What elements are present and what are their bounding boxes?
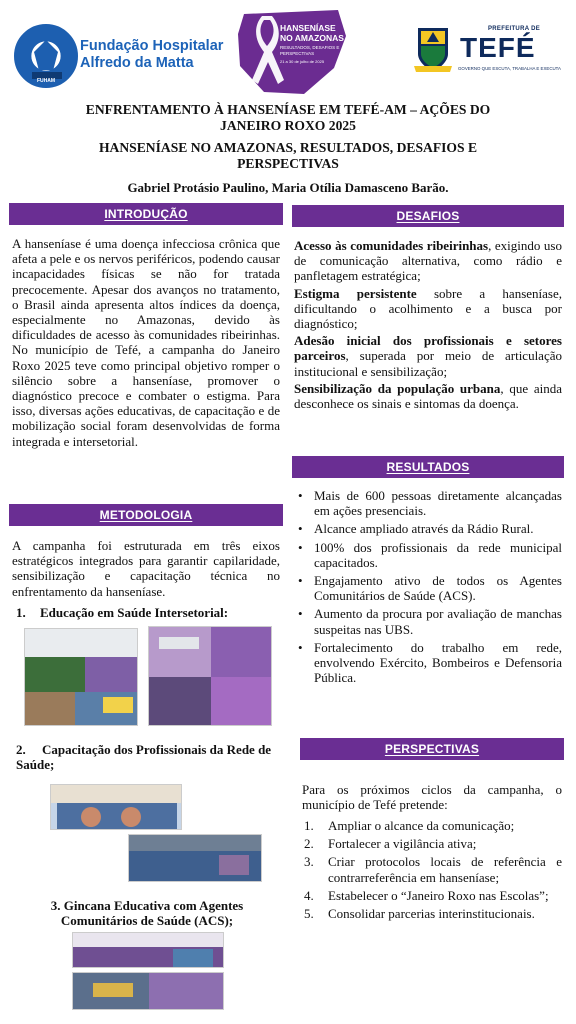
perspectivas-item-5 — [302, 906, 562, 921]
fhadm-emblem-logo — [14, 24, 78, 88]
metodologia-heading-label: METODOLOGIA — [99, 508, 193, 522]
metodologia-item-1-num: 1. — [16, 605, 26, 620]
metodologia-item-1 — [16, 605, 280, 620]
introducao-heading-label: INTRODUÇÃO — [104, 207, 188, 221]
perspectivas-item-3-num: 3. — [304, 854, 314, 870]
fhadm-name-line-1: Fundação Hospitalar — [80, 38, 224, 54]
desafios-item-1-rest: , exigindo uso de comunicação alternativa, como rádio e panfletagem estratégica; — [294, 238, 562, 284]
ribbon-logo-subtitle: RESULTADOS, DESAFIOS E PERSPECTIVAS — [280, 45, 340, 56]
perspectivas-item-5-text: Consolidar parcerias interinstitucionais. — [328, 906, 535, 922]
tefe-logo-motto: GOVERNO QUE ESCUTA, TRABALHA E EXECUTA — [458, 66, 561, 71]
desafios-item-3-bold: Adesão inicial dos profissionais e setores parceiros — [294, 333, 562, 364]
perspectivas-item-2 — [302, 836, 562, 851]
perspectivas-item-2-num: 2. — [304, 836, 314, 852]
perspectivas-item-4-num: 4. — [304, 887, 314, 903]
ribbon-logo-date: 21 a 30 de julho de 2025 — [280, 59, 325, 64]
photo-educacao-2 — [148, 626, 272, 726]
desafios-item-2-bold: Estigma persistente — [294, 285, 417, 301]
metodologia-item-2-num: 2. — [16, 742, 26, 757]
prefeitura-tefe-logo — [412, 22, 562, 82]
perspectivas-item-2-text: Fortalecer a vigilância ativa; — [328, 836, 477, 852]
desafios-list — [294, 238, 562, 411]
desafios-item-4 — [294, 381, 562, 411]
metodologia-item-2-label: Capacitação dos Profissionais da Rede de Saúde; — [16, 742, 272, 772]
perspectivas-intro: Para os próximos ciclos da campanha, o município de Tefé pretende: — [302, 782, 562, 813]
desafios-item-4-bold: Sensibilização da população urbana — [294, 380, 501, 396]
resultados-item-4: • Engajamento ativo de todos os Agentes Comunitários de Saúde (ACS). — [292, 573, 562, 603]
fhadm-name — [80, 38, 223, 72]
metodologia-item-2 — [16, 742, 278, 772]
resultados-item-5: • Aumento da procura por avaliação de manchas suspeitas nas UBS. — [292, 606, 562, 636]
metodologia-text: A campanha foi estruturada em três eixos estratégicos integrados para garantir capilaridade, sensibilização e capacitação técnica no enfrentamento da hanseníase. — [12, 538, 280, 599]
metodologia-item-3 — [16, 898, 278, 928]
desafios-heading-label: DESAFIOS — [396, 209, 460, 223]
tefe-logo-small: PREFEITURA DE — [488, 26, 541, 32]
hanseniase-amazonas-logo — [234, 6, 352, 98]
perspectivas-list — [302, 818, 562, 924]
metodologia-item-3-label: Gincana Educativa com Agentes Comunitários de Saúde (ACS); — [60, 898, 244, 928]
desafios-item-2-rest: sobre a hanseníase, dificultando o acolhimento e a busca por diagnóstico; — [294, 285, 562, 332]
perspectivas-item-1-num: 1. — [304, 818, 314, 833]
poster-title: ENFRENTAMENTO À HANSENÍASE EM TEFÉ-AM – AÇÕES DO JANEIRO ROXO 2025 — [85, 102, 491, 133]
perspectivas-item-1-text: Ampliar o alcance da comunicação; — [328, 818, 515, 833]
perspectivas-item-3-text: Criar protocolos locais de referência e contrarreferência em hanseníase; — [328, 854, 562, 885]
resultados-list — [292, 488, 562, 688]
perspectivas-item-3 — [302, 854, 562, 884]
poster-authors: Gabriel Protásio Paulino, Maria Otília Damasceno Barão. — [127, 180, 449, 195]
ribbon-logo-title: HANSENÍASE NO AMAZONAS — [280, 23, 344, 43]
tefe-logo-name: TEFÉ — [460, 32, 536, 63]
desafios-item-1 — [294, 238, 562, 284]
introducao-text: A hanseníase é uma doença infecciosa crônica que afeta a pele e os nervos periféricos, podendo causar incapacidades físicas se não for tratada precocemente. Apesar dos avanços no tratamento, o Brasil ainda apresenta altos índices da doença, especialmente no Amazonas, devido às dificuldades de acesso às comunidades ribeirinhas. No município de Tefé, a campanha do Janeiro Roxo 2025 teve como principal objetivo romper o silêncio sobre a hanseníase, promover o diagnóstico precoce e combater o estigma. Para isso, diversas ações educativas, de capacitação e de mobilização social foram desenvolvidas de forma integrada e intersetorial. — [12, 236, 280, 449]
metodologia-item-1-label: Educação em Saúde Intersetorial: — [40, 605, 229, 620]
photo-gincana-1 — [72, 932, 224, 968]
perspectivas-item-1 — [302, 818, 562, 833]
tefe-crest-icon — [412, 22, 454, 74]
photo-educacao-1 — [24, 628, 138, 726]
desafios-item-3 — [294, 333, 562, 379]
fhadm-emblem-caption: FUHAM — [36, 78, 56, 84]
resultados-heading-label: RESULTADOS — [386, 460, 470, 474]
desafios-heading — [292, 205, 564, 227]
fhadm-name-line-2: Alfredo da Matta — [80, 55, 194, 71]
metodologia-item-3-num: 3. — [50, 898, 61, 913]
perspectivas-item-4-text: Estabelecer o “Janeiro Roxo nas Escolas”; — [328, 887, 549, 903]
desafios-item-1-bold: Acesso às comunidades ribeirinhas — [294, 238, 489, 253]
resultados-heading — [292, 456, 564, 478]
perspectivas-heading-label: PERSPECTIVAS — [384, 742, 480, 756]
introducao-heading — [9, 203, 283, 225]
perspectivas-item-5-num: 5. — [304, 906, 314, 922]
resultados-item-1: • Mais de 600 pessoas diretamente alcançadas em ações presenciais. — [292, 488, 562, 518]
photo-capacitacao-2 — [128, 834, 262, 882]
poster-subtitle: HANSENÍASE NO AMAZONAS, RESULTADOS, DESAFIOS E PERSPECTIVAS — [98, 140, 478, 171]
metodologia-heading — [9, 504, 283, 526]
perspectivas-item-4 — [302, 888, 562, 903]
resultados-item-6: • Fortalecimento do trabalho em rede, envolvendo Exército, Bombeiros e Defensoria Pública. — [292, 640, 562, 686]
desafios-item-3-rest: , superada por meio de articulação institucional e sensibilização; — [294, 348, 562, 379]
perspectivas-heading — [300, 738, 564, 760]
photo-capacitacao-1 — [50, 784, 182, 830]
desafios-item-2 — [294, 286, 562, 332]
desafios-item-4-rest: , que ainda desconhece os sinais e sintomas da doença. — [294, 380, 562, 412]
resultados-item-3: • 100% dos profissionais da rede municipal capacitados. — [292, 540, 562, 570]
poster-title-block — [60, 102, 516, 196]
photo-gincana-2 — [72, 972, 224, 1010]
resultados-item-2: • Alcance ampliado através da Rádio Rural. — [292, 521, 562, 536]
